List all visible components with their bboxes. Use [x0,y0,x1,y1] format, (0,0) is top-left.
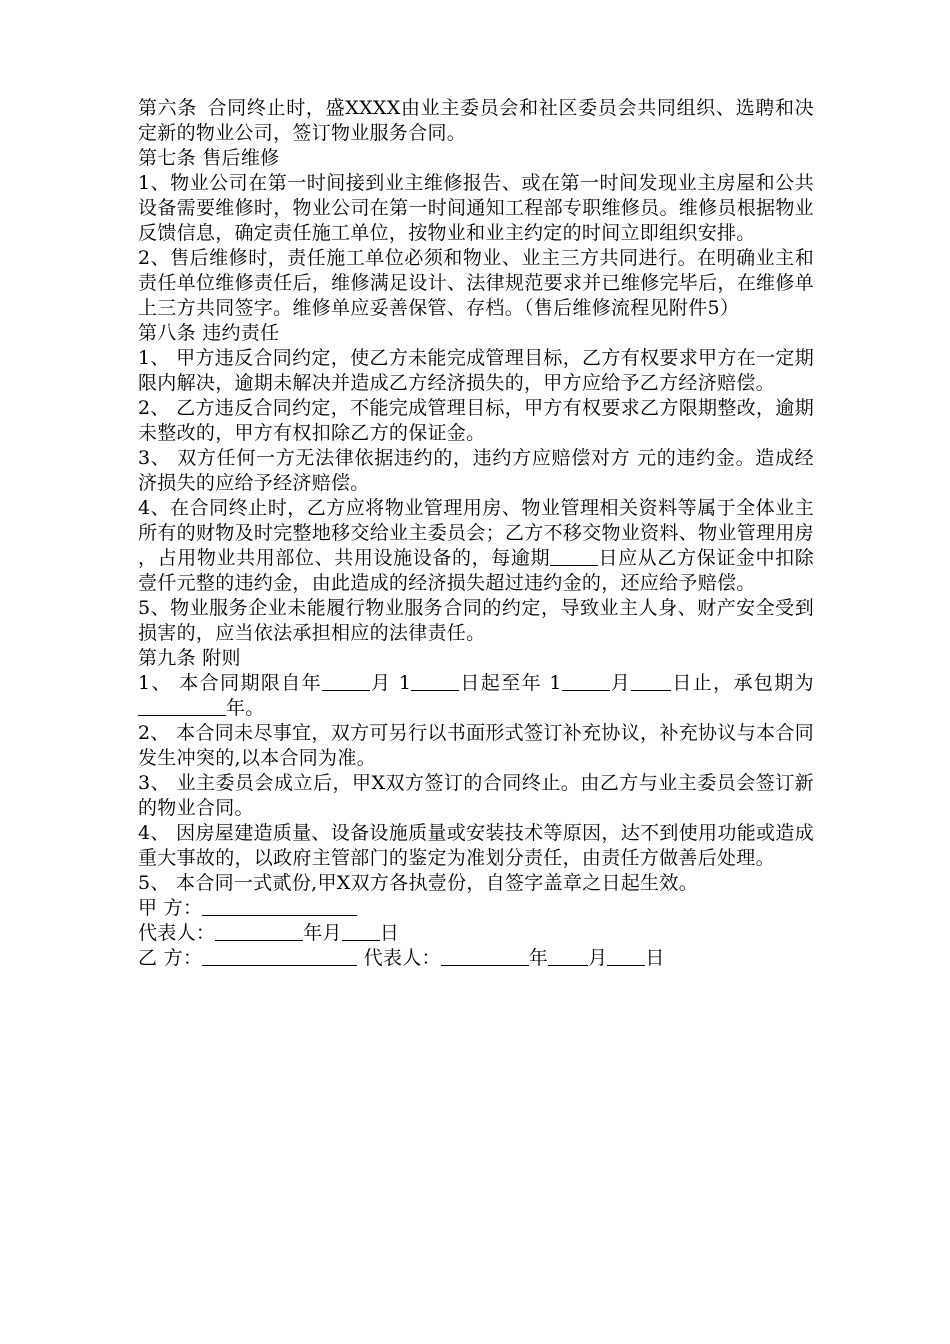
party-a-label: 甲 方： [138,897,203,919]
article-8-clause-3: 3、 双方任何一方无法律依据违约的，违约方应赔偿对方 元的违约金。造成经济损失的应给予经济赔偿。 [138,447,814,494]
party-b-rep-label: 代表人： [363,947,441,969]
article-6 [138,96,814,146]
article-8-clause-4-text-b: 日应从乙方保证金中扣除壹仟元整的违约金，由此造成的经济损失超过违约金的，还应给予赔偿。 [138,547,814,594]
article-8-clause-2: 2、 乙方违反合同约定，不能完成管理目标，甲方有权要求乙方限期整改，逾期未整改的，甲方有权扣除乙方的保证金。 [138,397,814,444]
party-b-label: 乙 方： [138,947,203,969]
days-blank [550,547,598,566]
party-b-day-label: 日 [645,947,665,969]
end-month-blank [562,672,610,691]
article-8-clause-5: 5、物业服务企业未能履行物业服务合同的约定，导致业主人身、财产安全受到损害的，应当依法承担相应的法律责任。 [138,597,814,644]
article-9-clause-3: 3、 业主委员会成立后，甲X双方签订的合同终止。由乙方与业主委员会签订新的物业合同。 [138,772,814,819]
party-b-blank [202,947,357,966]
term-text-b: 月 1 [370,672,412,694]
party-a-day-label: 日 [379,922,400,944]
article-9-clause-5: 5、 本合同一式贰份,甲X双方各执壹份，自签字盖章之日起生效。 [138,872,698,894]
contract-text [138,96,814,971]
term-text-c: 日起至年 1 [459,672,562,694]
start-month-blank [322,672,370,691]
article-9-clause-4: 4、 因房屋建造质量、设备设施质量或安装技术等原因，达不到使用功能或造成重大事故的，以政府主管部门的鉴定为准划分责任，由责任方做善后处理。 [138,822,814,869]
article-9-clause-2: 2、 本合同未尽事宜，双方可另行以书面形式签订补充协议，补充协议与本合同发生冲突的,以本合同为准。 [138,722,814,769]
article-9-clause-1 [138,671,814,721]
party-b-month-label: 月 [588,947,608,969]
term-text-d: 月 [609,672,632,694]
party-a-rep-label: 代表人： [138,922,216,944]
party-b-year-label: 年 [528,947,549,969]
term-text-a: 1、 本合同期限自年 [138,672,323,694]
article-8-clause-4 [138,496,814,596]
party-a-rep-line [138,921,814,946]
party-a-line [138,896,814,921]
start-day-blank [411,672,459,691]
article-7-heading: 第七条 售后维修 [138,147,280,169]
party-b-line [138,946,814,971]
term-years-blank [138,697,226,716]
party-a-date-label: 年月 [303,922,342,944]
article-7-clause-2: 2、售后维修时，责任施工单位必须和物业、业主三方共同进行。在明确业主和责任单位维修责任后，维修满足设计、法律规范要求并已维修完毕后，在维修单上三方共同签字。维修单应妥善保管、存档。（售后维修流程见附件5） [138,247,814,319]
article-6-body: 合同终止时，盛XXXX由业主委员会和社区委员会共同组织、选聘和决定新的物业公司，签订物业服务合同。 [138,97,814,144]
article-8-clause-1: 1、 甲方违反合同约定，使乙方未能完成管理目标，乙方有权要求甲方在一定期限内解决，逾期未解决并造成乙方经济损失的，甲方应给予乙方经济赔偿。 [138,347,814,394]
party-a-day-blank [342,922,380,941]
term-text-f: 年。 [226,697,265,719]
party-b-day-blank [607,947,645,966]
article-9-heading: 第九条 附则 [138,647,241,669]
party-b-month-blank [548,947,588,966]
party-b-rep-blank [441,947,529,966]
party-a-rep-blank [215,922,303,941]
end-day-blank [631,672,671,691]
article-7-clause-1: 1、物业公司在第一时间接到业主维修报告、或在第一时间发现业主房屋和公共设备需要维修时，物业公司在第一时间通知工程部专职维修员。维修员根据物业反馈信息，确定责任施工单位，按物业和业主约定的时间立即组织安排。 [138,172,814,244]
party-a-blank [202,897,357,916]
article-6-title: 第六条 [138,97,198,119]
article-8-heading: 第八条 违约责任 [138,322,280,344]
term-text-e: 日止，承包期为 [671,672,814,694]
article-8-clause-4-text-a: 4、在合同终止时，乙方应将物业管理用房、物业管理相关资料等属于全体业主所有的财物及时完整地移交给业主委员会；乙方不移交物业资料、物业管理用房，占用物业共用部位、共用设施设备的，每逾期 [138,497,814,569]
